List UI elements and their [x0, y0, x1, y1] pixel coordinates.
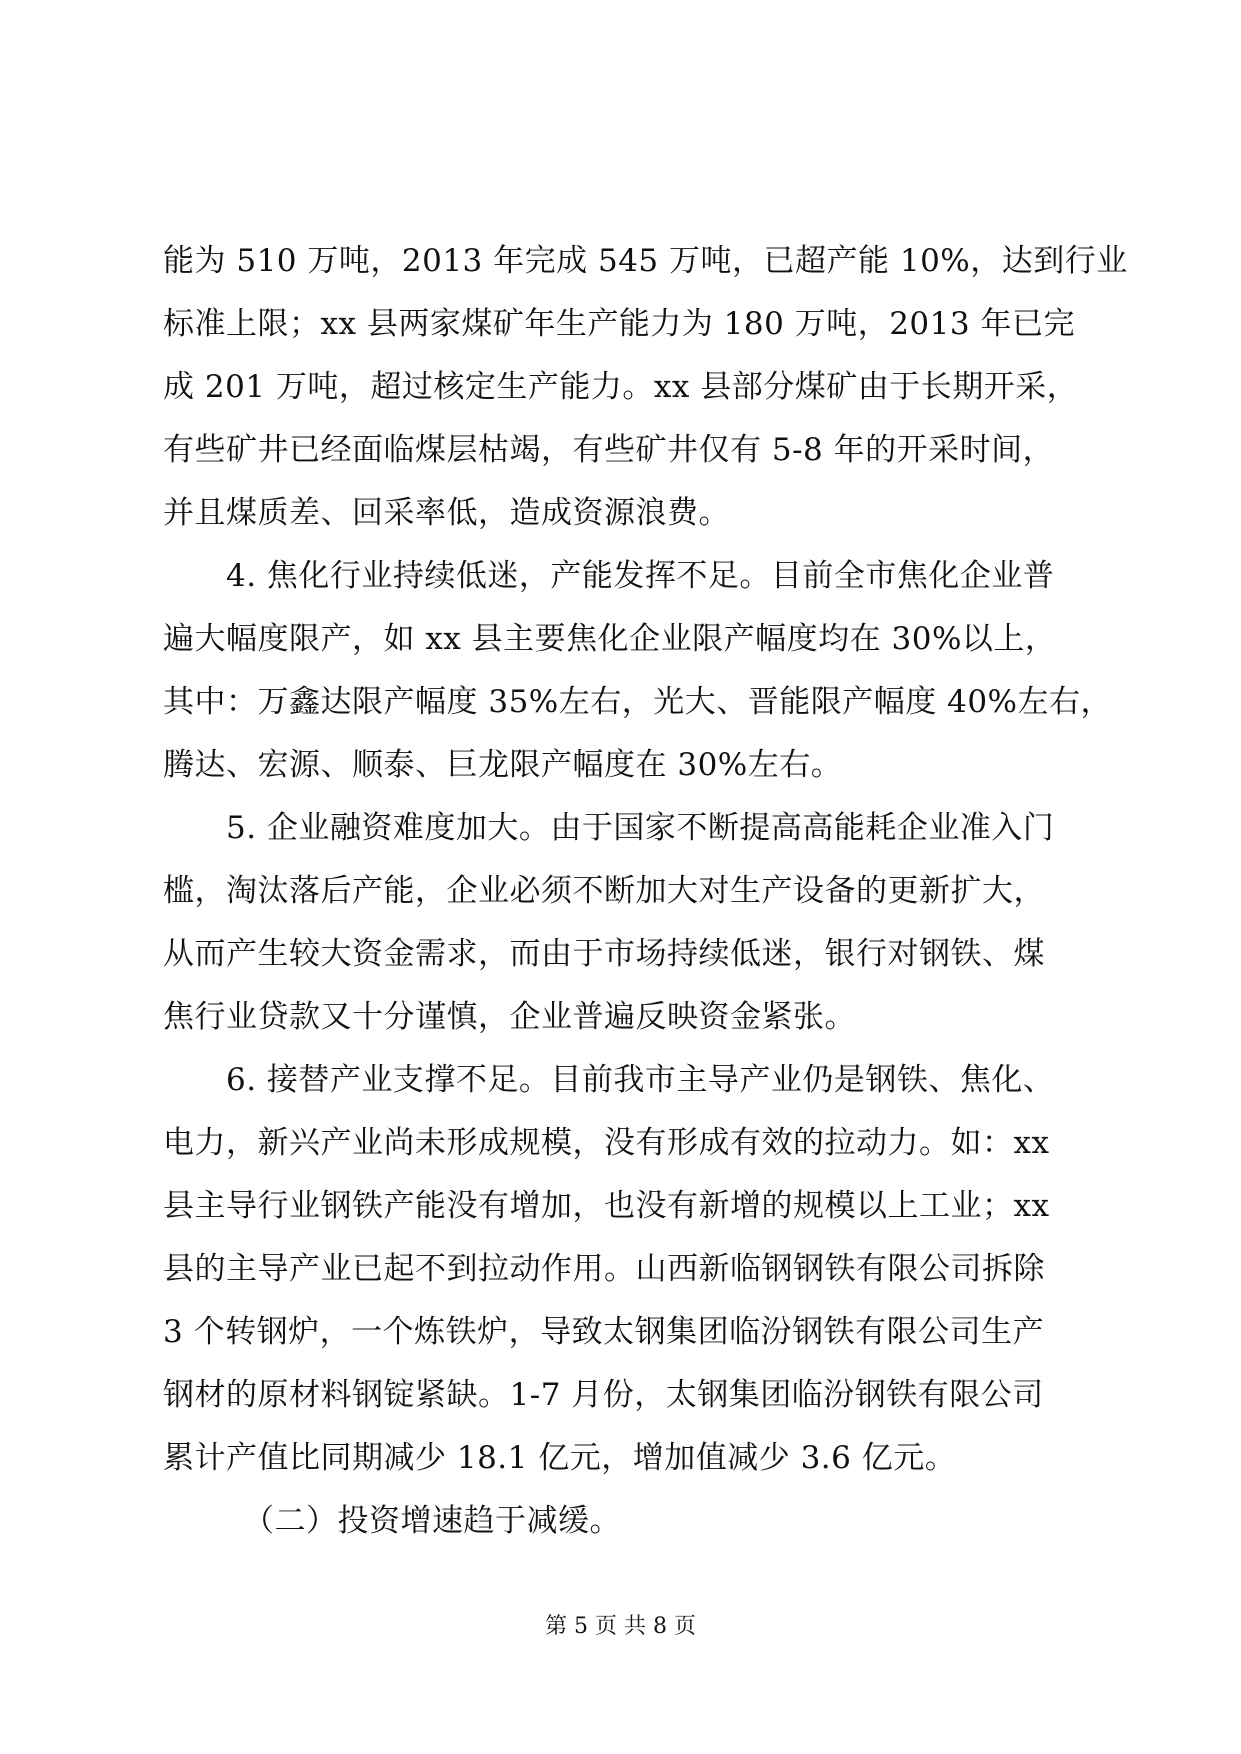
text-line: 其中：万鑫达限产幅度 35%左右，光大、晋能限产幅度 40%左右， — [163, 684, 1113, 720]
text-line: 并且煤质差、回采率低，造成资源浪费。 — [163, 495, 730, 531]
text-line: 从而产生较大资金需求，而由于市场持续低迷，银行对钢铁、煤 — [163, 936, 1045, 972]
text-line: 县主导行业钢铁产能没有增加，也没有新增的规模以上工业；xx — [163, 1188, 1050, 1224]
page-footer: 第 5 页 共 8 页 — [545, 1614, 696, 1639]
section-4-heading-line: 4. 焦化行业持续低迷，产能发挥不足。目前全市焦化企业普 — [226, 558, 1055, 594]
text-line: 3 个转钢炉，一个炼铁炉，导致太钢集团临汾钢铁有限公司生产 — [163, 1314, 1045, 1350]
text-line: 电力，新兴产业尚未形成规模，没有形成有效的拉动力。如：xx — [163, 1125, 1050, 1161]
text-line: 槛，淘汰落后产能，企业必须不断加大对生产设备的更新扩大， — [163, 873, 1045, 909]
text-line: 钢材的原材料钢锭紧缺。1-7 月份，太钢集团临汾钢铁有限公司 — [163, 1377, 1044, 1413]
text-line: 腾达、宏源、顺泰、巨龙限产幅度在 30%左右。 — [163, 747, 843, 783]
text-line: 标准上限；xx 县两家煤矿年生产能力为 180 万吨，2013 年已完 — [163, 306, 1075, 342]
text-line: 有些矿井已经面临煤层枯竭，有些矿井仅有 5-8 年的开采时间， — [163, 432, 1055, 468]
document-body — [163, 230, 1128, 1553]
text-line: 成 201 万吨，超过核定生产能力。xx 县部分煤矿由于长期开采， — [163, 369, 1079, 405]
text-line: 能为 510 万吨，2013 年完成 545 万吨，已超产能 10%，达到行业 — [163, 243, 1128, 279]
text-line: 焦行业贷款又十分谨慎，企业普遍反映资金紧张。 — [163, 999, 856, 1035]
text-line: 遍大幅度限产，如 xx 县主要焦化企业限产幅度均在 30%以上， — [163, 621, 1057, 657]
text-line: 县的主导产业已起不到拉动作用。山西新临钢钢铁有限公司拆除 — [163, 1251, 1045, 1287]
section-6-heading-line: 6. 接替产业支撑不足。目前我市主导产业仍是钢铁、焦化、 — [226, 1062, 1055, 1098]
text-line: 累计产值比同期减少 18.1 亿元，增加值减少 3.6 亿元。 — [163, 1440, 957, 1476]
subsection-heading-line: （二）投资增速趋于减缓。 — [243, 1503, 621, 1539]
section-5-heading-line: 5. 企业融资难度加大。由于国家不断提高高能耗企业准入门 — [226, 810, 1055, 846]
